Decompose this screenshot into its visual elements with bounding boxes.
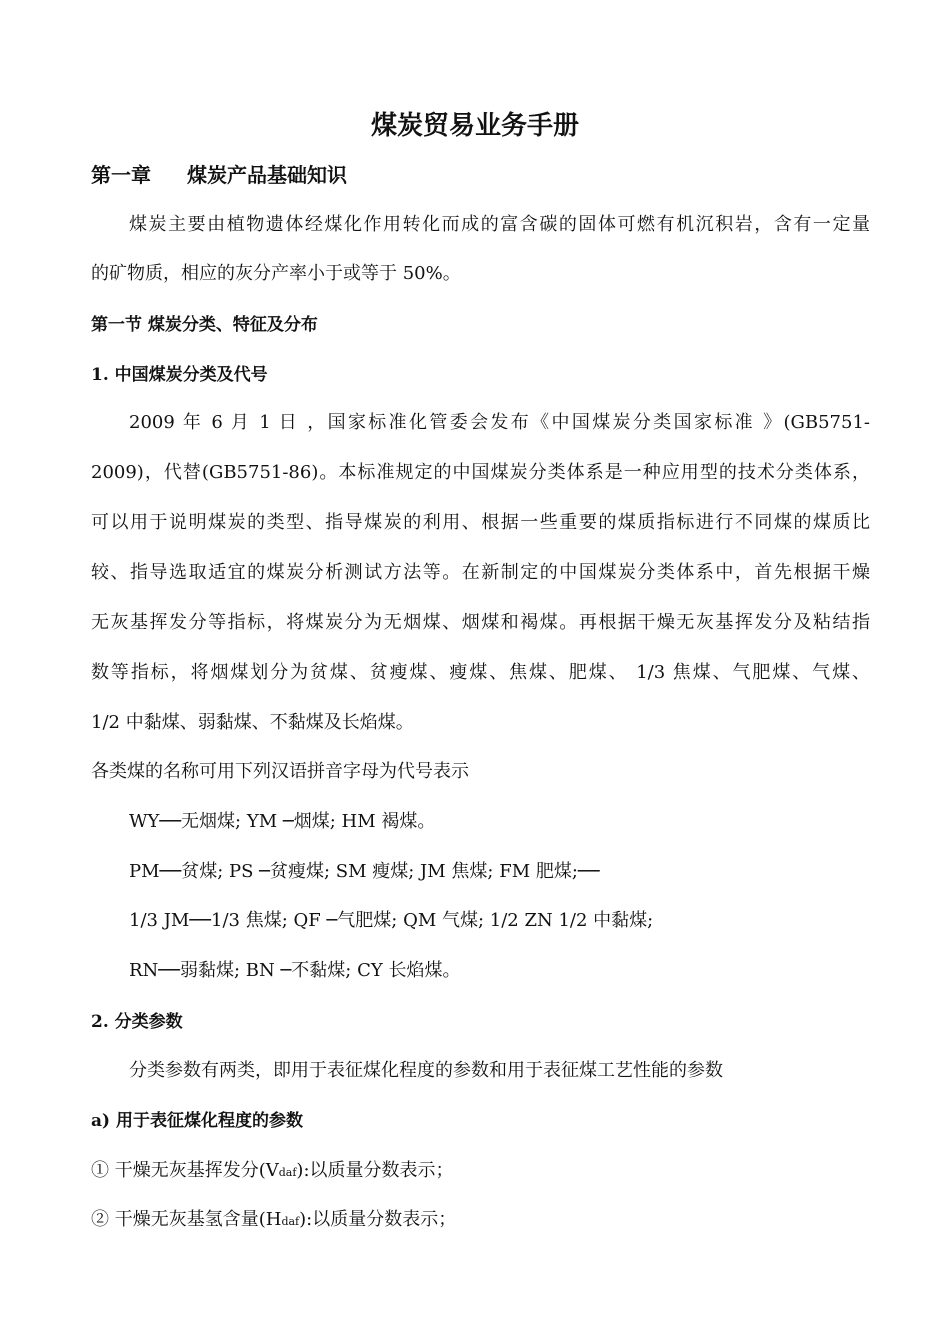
paragraph-line: 较、指导选取适宜的煤炭分析测试方法等。在新制定的中国煤炭分类体系中，首先根据干燥 [91, 562, 870, 583]
subsection-heading: 1. 中国煤炭分类及代号 [91, 365, 268, 385]
paragraph-line: 无灰基挥发分等指标，将煤炭分为无烟煤、烟煤和褐煤。再根据干燥无灰基挥发分及粘结指 [91, 612, 870, 633]
code-line: WY──无烟煤; YM ─烟煤; HM 褐煤。 [129, 811, 436, 832]
paragraph-line: 分类参数有两类，即用于表征煤化程度的参数和用于表征煤工艺性能的参数 [129, 1060, 723, 1081]
chapter-number: 第一章 [91, 163, 151, 187]
paragraph-line: 2009)，代替(GB5751-86)。本标准规定的中国煤炭分类体系是一种应用型的技术分类体系， [91, 462, 870, 483]
chapter-name: 煤炭产品基础知识 [187, 163, 347, 187]
paragraph-line: 2009 年 6 月 1 日 ，国家标准化管委会发布《中国煤炭分类国家标准 》(GB5751- [129, 412, 870, 433]
code-line: PM──贫煤; PS ─贫瘦煤; SM 瘦煤; JM 焦煤; FM 肥煤;── [129, 861, 600, 882]
code-line: RN──弱黏煤; BN ─不黏煤; CY 长焰煤。 [129, 960, 461, 981]
paragraph-line: 1/2 中黏煤、弱黏煤、不黏煤及长焰煤。 [91, 712, 414, 733]
paragraph-line: 数等指标，将烟煤划分为贫煤、贫瘦煤、瘦煤、焦煤、肥煤、 1/3 焦煤、气肥煤、气煤、 [91, 662, 870, 683]
list-item: ② 干燥无灰基氢含量(Hdaf):以质量分数表示； [91, 1209, 457, 1230]
subsection-heading: a) 用于表征煤化程度的参数 [91, 1111, 303, 1131]
paragraph-line: 可以用于说明煤炭的类型、指导煤炭的利用、根据一些重要的煤质指标进行不同煤的煤质比 [91, 512, 870, 533]
document-title: 煤炭贸易业务手册 [370, 111, 579, 141]
chapter-heading [91, 163, 347, 187]
list-item: ① 干燥无灰基挥发分(Vdaf):以质量分数表示； [91, 1160, 454, 1181]
section-heading: 第一节 煤炭分类、特征及分布 [91, 315, 318, 335]
subscript: daf [281, 1215, 300, 1228]
codes-intro: 各类煤的名称可用下列汉语拼音字母为代号表示 [91, 761, 469, 782]
subsection-heading: 2. 分类参数 [91, 1012, 183, 1032]
code-line: 1/3 JM──1/3 焦煤; QF ─气肥煤; QM 气煤; 1/2 ZN 1/2 中黏煤; [129, 910, 654, 931]
subscript: daf [278, 1166, 297, 1179]
intro-line: 煤炭主要由植物遗体经煤化作用转化而成的富含碳的固体可燃有机沉积岩，含有一定量 [129, 214, 870, 235]
intro-line: 的矿物质，相应的灰分产率小于或等于 50%。 [91, 263, 461, 284]
